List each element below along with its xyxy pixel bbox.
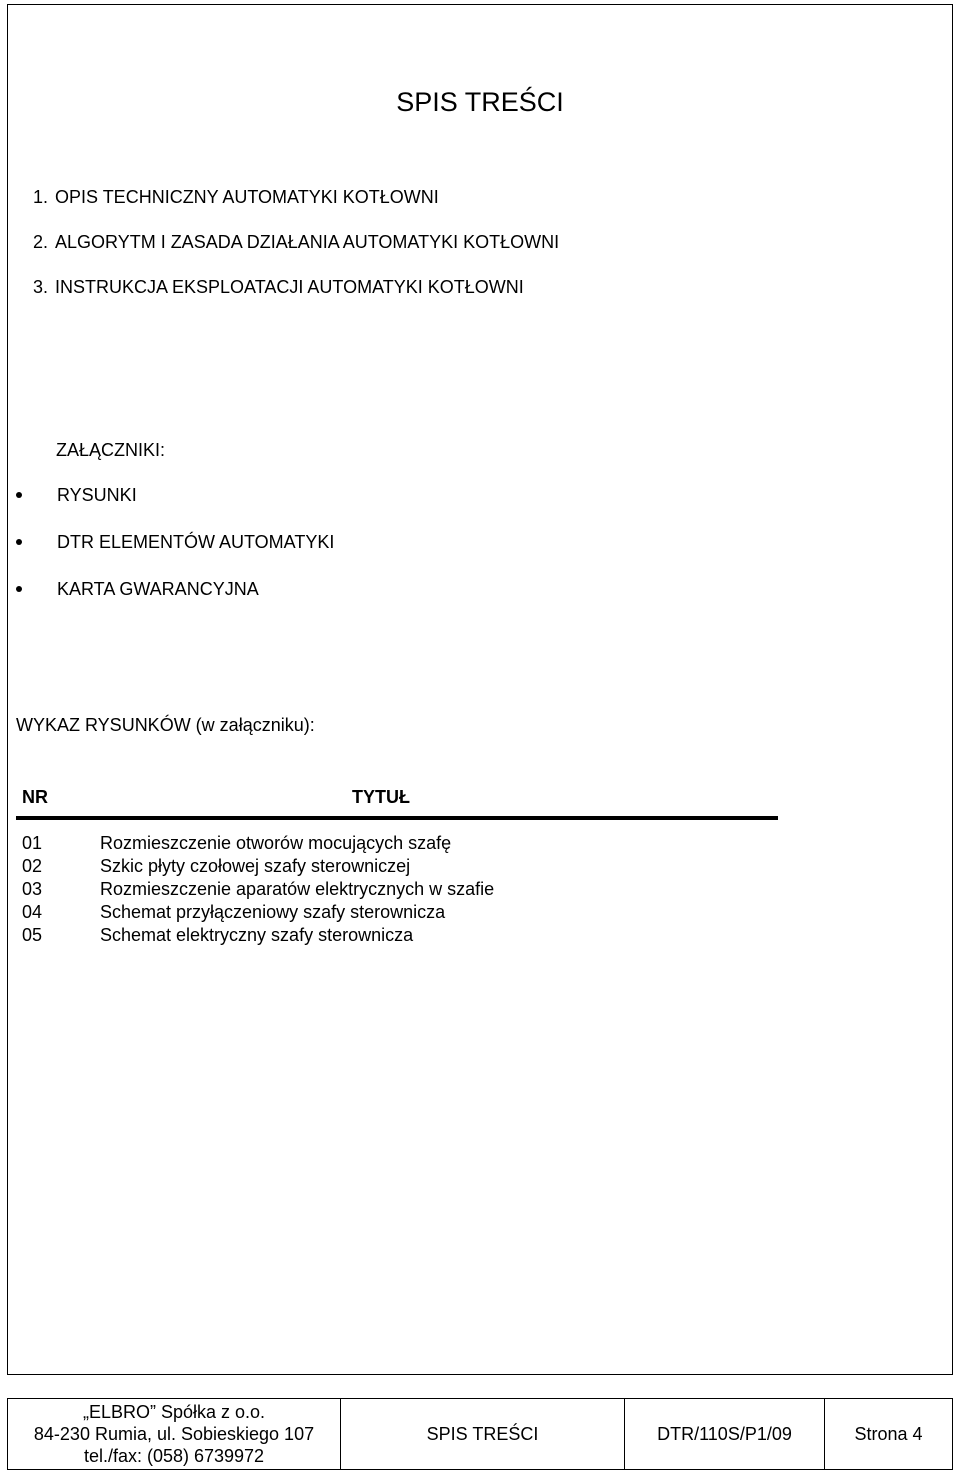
column-header-nr: NR	[22, 787, 48, 807]
drawing-number: 04	[22, 902, 43, 922]
table-row	[22, 855, 494, 878]
bullet-icon	[16, 586, 22, 592]
attachment-label: DTR ELEMENTÓW AUTOMATYKI	[57, 532, 335, 552]
drawing-title: Schemat elektryczny szafy sterownicza	[100, 925, 414, 945]
toc-item-text: ALGORYTM I ZASADA DZIAŁANIA AUTOMATYKI KOTŁOWNI	[55, 232, 560, 252]
toc-item	[33, 231, 559, 253]
footer-page-number: Strona 4	[854, 1423, 923, 1444]
page-title: SPIS TREŚCI	[396, 87, 564, 117]
drawing-title: Rozmieszczenie otworów mocujących szafę	[100, 833, 452, 853]
company-phone: tel./fax: (058) 6739972	[83, 1446, 265, 1466]
footer-section: SPIS TREŚCI	[341, 1399, 625, 1469]
attachment-label: KARTA GWARANCYJNA	[57, 579, 259, 599]
drawings-heading: WYKAZ RYSUNKÓW (w załączniku):	[16, 715, 315, 735]
drawing-number: 02	[22, 856, 43, 876]
drawing-number: 05	[22, 925, 43, 945]
toc-item	[33, 186, 559, 208]
table-row	[22, 832, 494, 855]
table-row	[22, 878, 494, 901]
footer-company	[8, 1399, 341, 1469]
toc-item-number: 2.	[33, 232, 49, 252]
company-name: „ELBRO” Spółka z o.o.	[82, 1402, 266, 1422]
toc-item-number: 3.	[33, 277, 49, 297]
header-divider	[16, 816, 778, 820]
footer-doc-code: DTR/110S/P1/09	[625, 1399, 825, 1469]
column-header-title: TYTUŁ	[352, 787, 410, 807]
table-row	[22, 924, 494, 947]
drawing-number: 03	[22, 879, 43, 899]
company-address: 84-230 Rumia, ul. Sobieskiego 107	[33, 1424, 315, 1444]
bullet-icon	[16, 539, 22, 545]
page-footer	[7, 1398, 953, 1470]
drawing-title: Rozmieszczenie aparatów elektrycznych w szafie	[100, 879, 495, 899]
drawings-list	[22, 832, 494, 947]
table-of-contents	[33, 186, 559, 321]
attachment-label: RYSUNKI	[57, 485, 137, 505]
drawing-number: 01	[22, 833, 43, 853]
toc-item	[33, 276, 559, 298]
toc-item-text: OPIS TECHNICZNY AUTOMATYKI KOTŁOWNI	[55, 187, 439, 207]
toc-item-text: INSTRUKCJA EKSPLOATACJI AUTOMATYKI KOTŁOWNI	[55, 277, 524, 297]
bullet-icon	[16, 492, 22, 498]
drawing-title: Schemat przyłączeniowy szafy sterownicza	[100, 902, 446, 922]
toc-item-number: 1.	[33, 187, 49, 207]
attachments-heading: ZAŁĄCZNIKI:	[56, 440, 166, 460]
drawing-title: Szkic płyty czołowej szafy sterowniczej	[100, 856, 411, 876]
table-row	[22, 901, 494, 924]
